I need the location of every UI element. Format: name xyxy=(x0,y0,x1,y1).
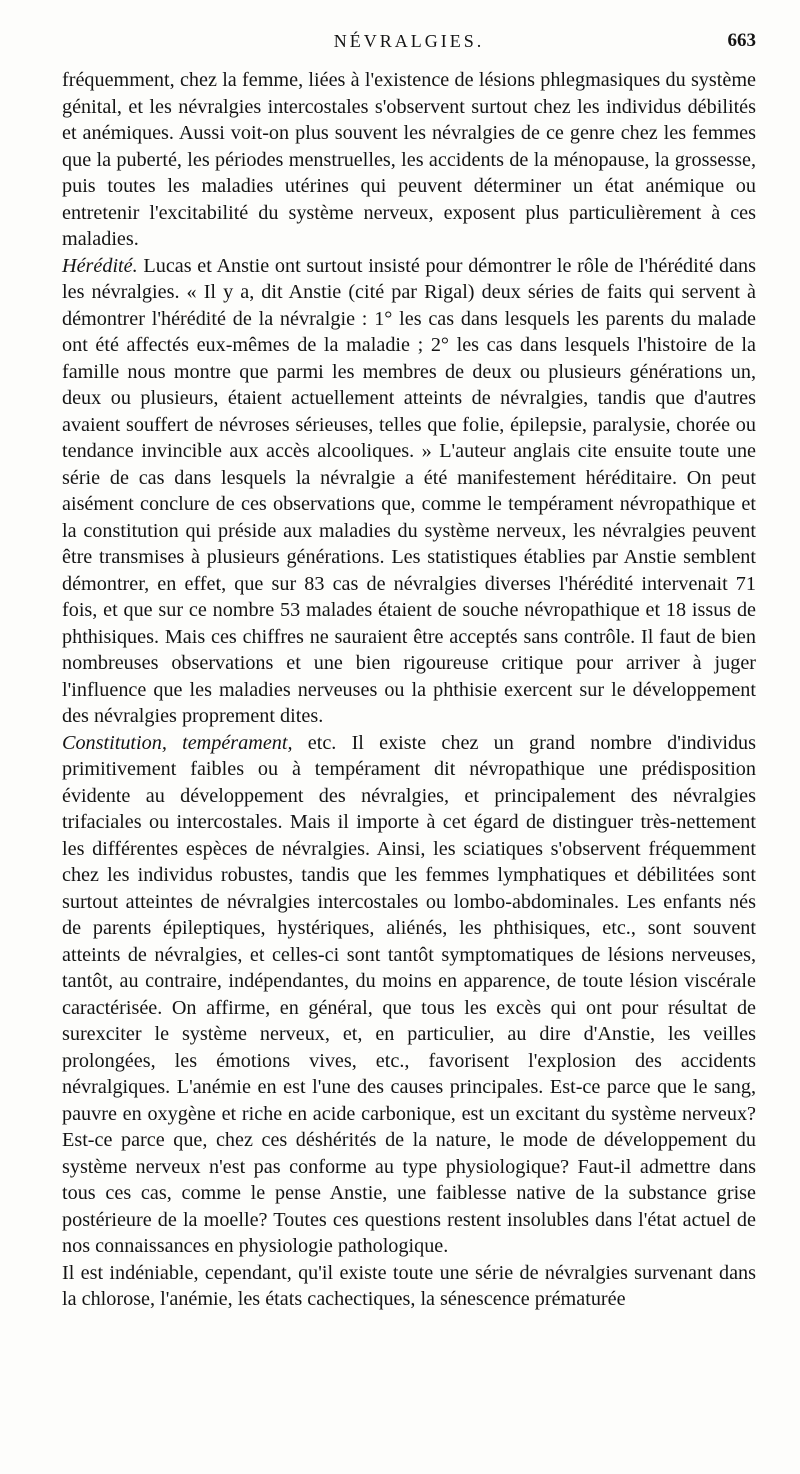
paragraph-final xyxy=(62,1260,756,1313)
paragraph-text: Il est indéniable, cependant, qu'il existe toute une série de névralgies survenant dans la chlorose, l'anémie, les états cachectiques, la sénescence prématurée xyxy=(62,1261,756,1310)
paragraph-constitution xyxy=(62,730,756,1260)
paragraph-text: Lucas et Anstie ont surtout insisté pour démontrer le rôle de l'hérédité dans les névralgies. « Il y a, dit Anstie (cité par Rigal) deux séries de faits qui servent à démontrer l'hérédité de la névralgie : 1° les cas dans lesquels les parents du malade ont été affectés eux-mêmes de la maladie ; 2° les cas dans lesquels l'histoire de la famille nous montre que parmi les membres de deux ou plusieurs générations un, deux ou plusieurs, étaient actuellement atteints de névralgies, tandis que d'autres avaient souffert de névroses sérieuses, telles que folie, épilepsie, paralysie, chorée ou tendance invincible aux accès alcooliques. » L'auteur anglais cite ensuite toute une série de cas dans lesquels la névralgie a été manifestement héréditaire. On peut aisément conclure de ces observations que, comme le tempérament névropathique et la constitution qui préside aux maladies du système nerveux, les névralgies peuvent être transmises à plusieurs générations. Les statistiques établies par Anstie semblent démontrer, en effet, que sur 83 cas de névralgies diverses l'hérédité intervenait 71 fois, et que sur ce nombre 53 malades étaient de souche névropathique et 18 issus de phthisiques. Mais ces chiffres ne sauraient être acceptés sans contrôle. Il faut de bien nombreuses observations et une bien rigoureuse critique pour arriver à juger l'influence que les maladies nerveuses ou la phthisie exercent sur le développement des névralgies proprement dites. xyxy=(62,254,756,727)
paragraph-text: fréquemment, chez la femme, liées à l'existence de lésions phlegmasiques du système génital, et les névralgies intercostales s'observent surtout chez les individus débilités et anémiques. Aussi voit-on plus souvent les névralgies de ce genre chez les femmes que la puberté, les périodes menstruelles, les accidents de la ménopause, la grossesse, puis toutes les maladies utérines qui peuvent déterminer un état anémique ou entretenir l'excitabilité du système nerveux, exposent plus particulièrement à ces maladies. xyxy=(62,69,756,250)
paragraph-heredite xyxy=(62,253,756,730)
body-text xyxy=(62,67,756,1313)
paragraph-continuation xyxy=(62,67,756,253)
paragraph-lead-constitution: Constitution, tempérament, xyxy=(62,731,293,754)
running-header xyxy=(62,27,756,55)
running-title: NÉVRALGIES. xyxy=(333,31,485,51)
page-number: 663 xyxy=(727,30,756,51)
paragraph-text: etc. Il existe chez un grand nombre d'individus primitivement faibles ou à tempérament dit névropathique une prédisposition évidente au développement des névralgies, et principalement des névralgies trifaciales ou intercostales. Mais il importe à cet égard de distinguer très-nettement les différentes espèces de névralgies. Ainsi, les sciatiques s'observent fréquemment chez les individus robustes, tandis que les femmes lymphatiques et débilitées sont surtout atteintes de névralgies intercostales ou lombo-abdominales. Les enfants nés de parents épileptiques, hystériques, aliénés, les phthisiques, etc., sont souvent atteints de névralgies, et celles-ci sont tantôt symptomatiques de lésions nerveuses, tantôt, au contraire, indépendantes, du moins en apparence, de toute lésion viscérale caractérisée. On affirme, en général, que tous les excès qui ont pour résultat de surexciter le système nerveux, et, en particulier, au dire d'Anstie, les veilles prolongées, les émotions vives, etc., favorisent l'explosion des accidents névralgiques. L'anémie en est l'une des causes principales. Est-ce parce que le sang, pauvre en oxygène et riche en acide carbonique, est un excitant du système nerveux? Est-ce parce que, chez ces déshérités de la nature, le mode de développement du système nerveux n'est pas conforme au type physiologique? Faut-il admettre dans tous ces cas, comme le pense Anstie, une faiblesse native de la substance grise postérieure de la moelle? Toutes ces questions restent insolubles dans l'état actuel de nos connaissances en physiologie pathologique. xyxy=(62,731,756,1257)
paragraph-lead-heredite: Hérédité. xyxy=(62,254,138,277)
